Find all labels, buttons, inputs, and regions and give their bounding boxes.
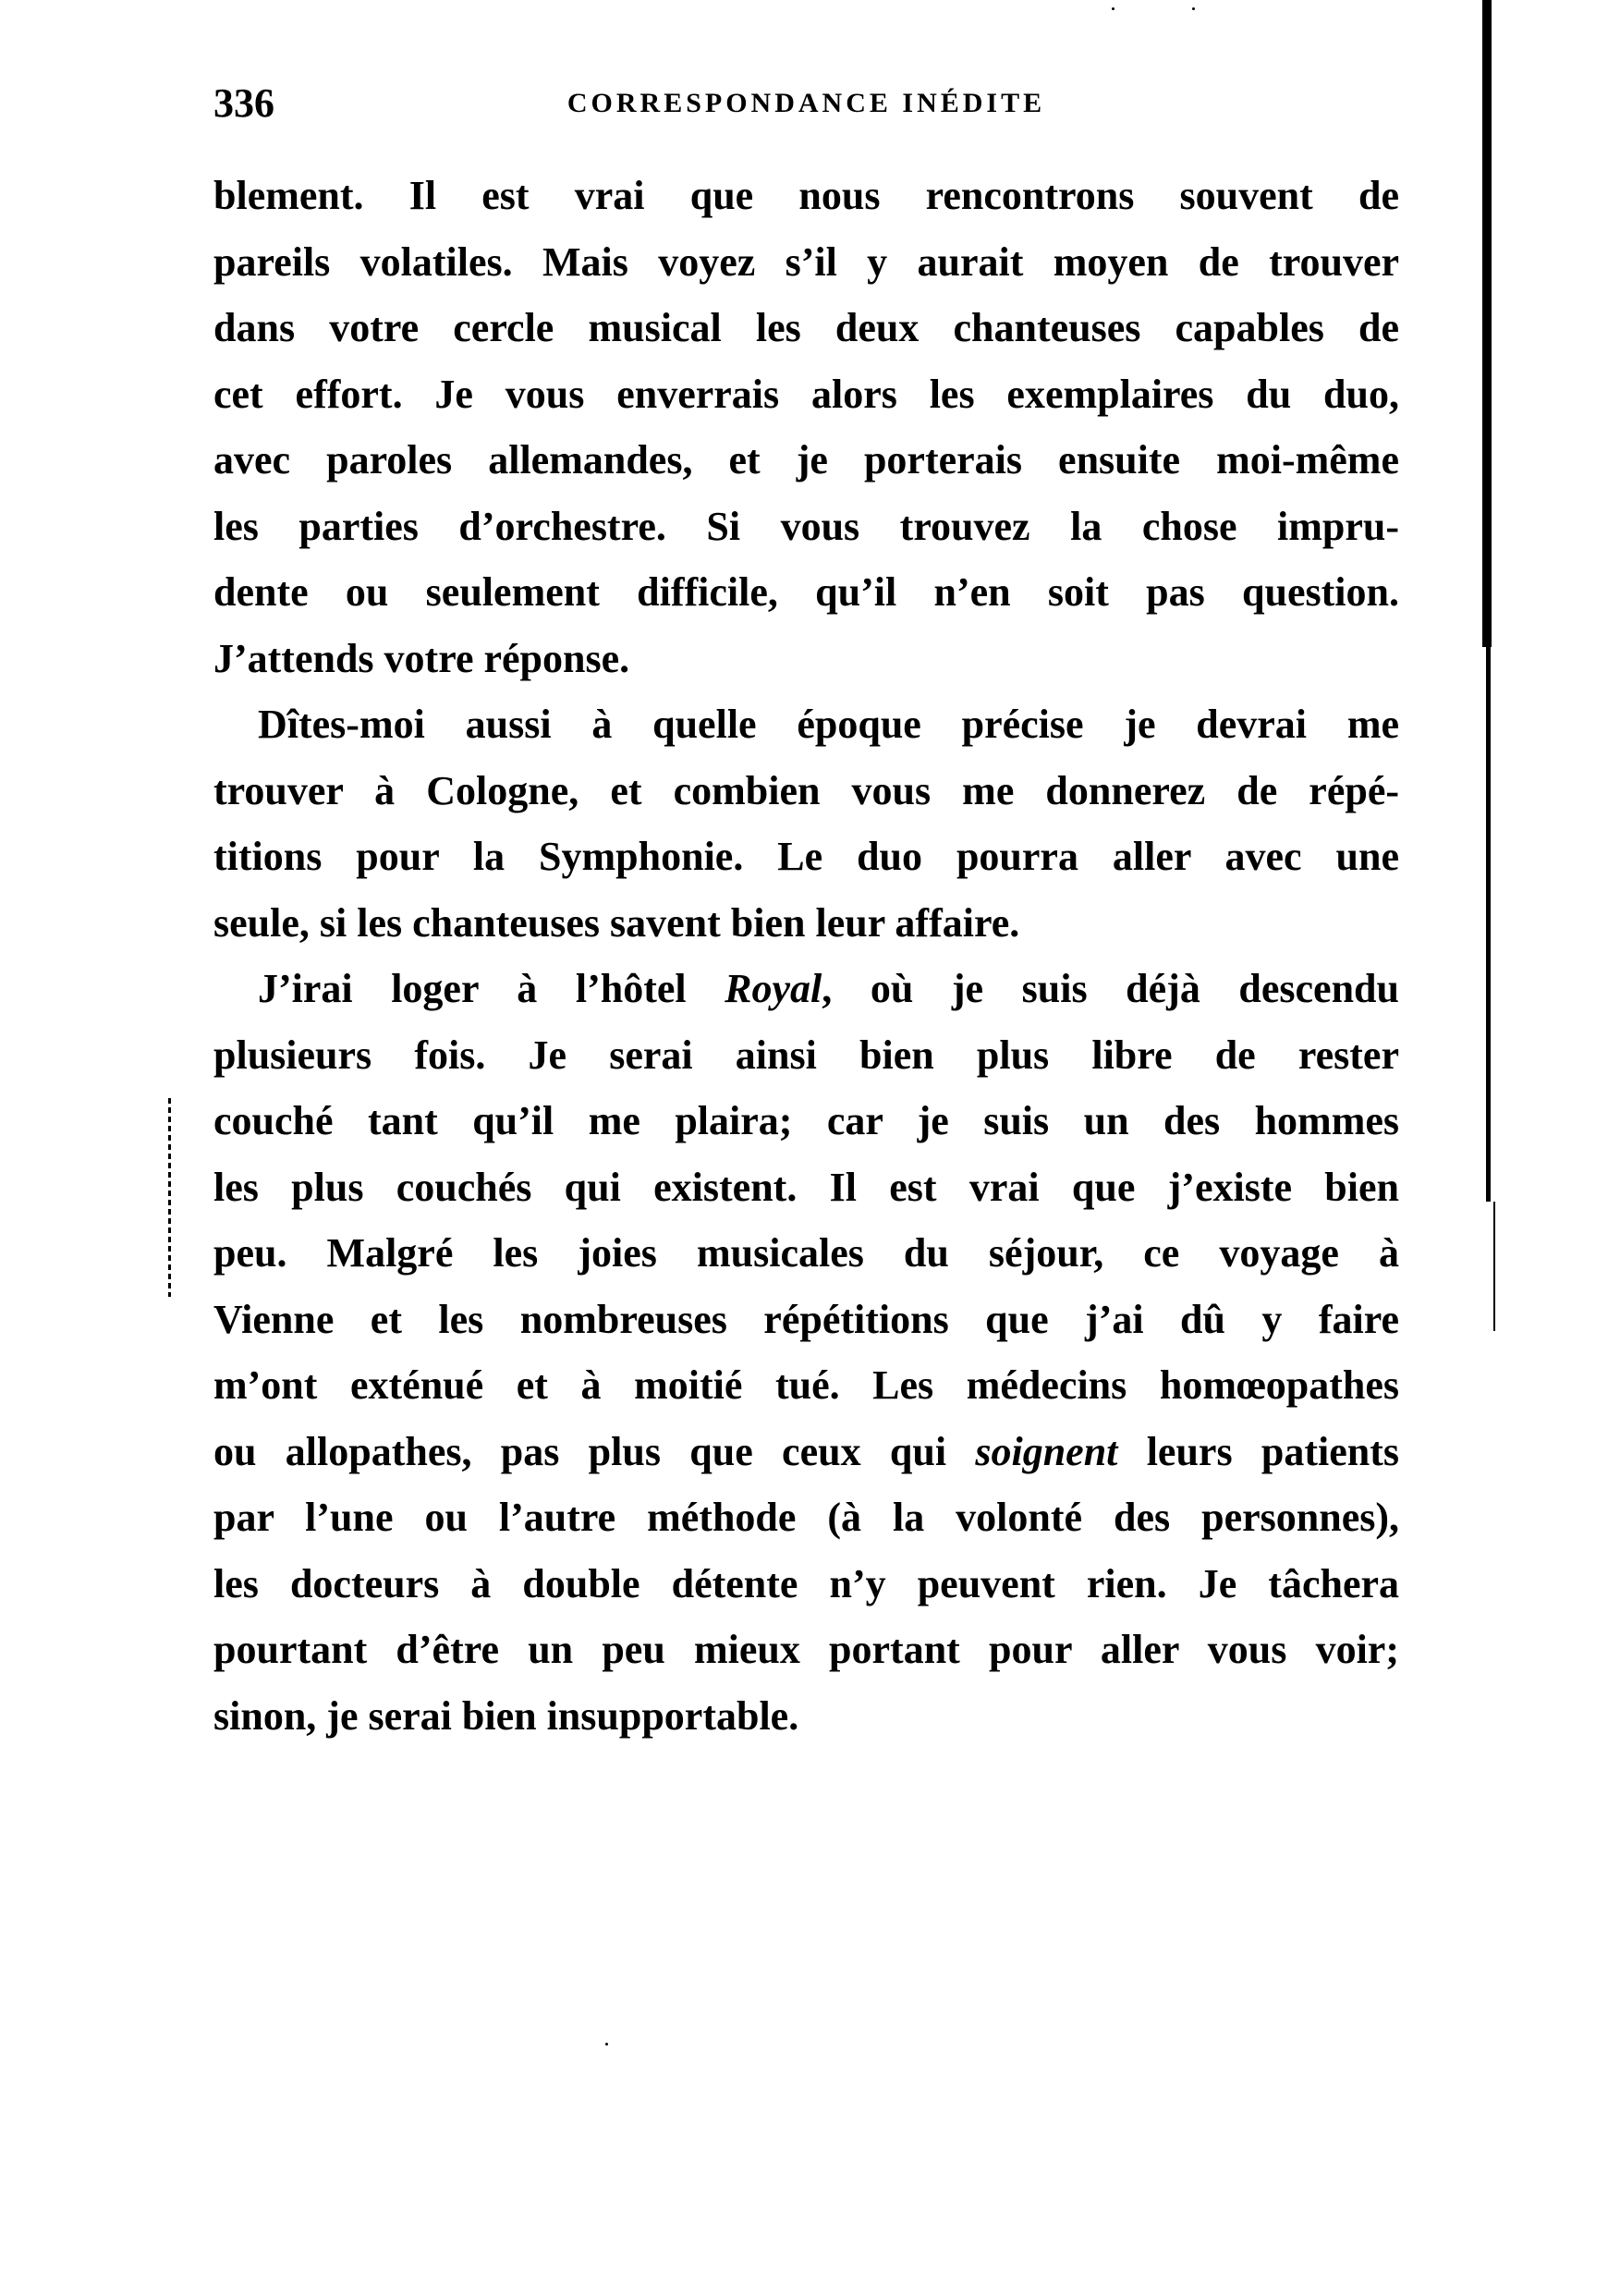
letter-body <box>213 163 1399 1749</box>
text-line <box>213 1352 1399 1419</box>
text-segment: trouver à Cologne, et combien vous me donnerez de répé- <box>213 767 1399 813</box>
text-segment: plusieurs fois. Je serai ainsi bien plus libre de rester <box>213 1032 1399 1078</box>
text-line <box>213 295 1399 361</box>
text-segment: par l’une ou l’autre méthode (à la volonté des personnes), <box>213 1495 1399 1540</box>
text-segment: ou allopathes, pas plus que ceux qui <box>213 1428 976 1474</box>
text-segment: titions pour la Symphonie. Le duo pourra aller avec une <box>213 834 1399 879</box>
text-segment: pareils volatiles. Mais voyez s’il y aurait moyen de trouver <box>213 238 1399 285</box>
text-line <box>213 1154 1399 1221</box>
text-segment: J’irai loger à l’hôtel <box>258 966 725 1011</box>
scan-speck <box>1112 7 1115 10</box>
margin-pencil-mark <box>168 1098 171 1297</box>
text-line <box>213 890 1399 957</box>
text-line <box>213 956 1399 1022</box>
text-line <box>213 1484 1399 1551</box>
scan-speck <box>605 2043 608 2046</box>
text-line <box>213 163 1399 229</box>
text-segment: peu. Malgré les joies musicales du séjour, ce voyage à <box>213 1230 1399 1276</box>
text-segment: J’attends votre réponse. <box>213 635 630 681</box>
text-segment: les plus couchés qui existent. Il est vrai que j’existe bien <box>213 1164 1399 1210</box>
scan-speck <box>1192 7 1195 10</box>
page-binding-edge <box>1486 647 1491 1202</box>
text-line <box>213 1022 1399 1089</box>
text-line <box>213 1617 1399 1683</box>
text-segment: avec paroles allemandes, et je porterais ensuite moi-même <box>213 437 1399 482</box>
text-line <box>213 1683 1399 1750</box>
italic-text: soignent <box>975 1428 1118 1474</box>
text-segment: seule, si les chanteuses savent bien leur affaire. <box>213 899 1020 946</box>
text-segment: dans votre cercle musical les deux chanteuses capables de <box>213 305 1399 350</box>
text-segment: , où je suis déjà descendu <box>822 966 1399 1011</box>
text-line <box>213 494 1399 560</box>
text-segment: dente ou seulement difficile, qu’il n’en soit pas question. <box>213 569 1399 615</box>
page-number: 336 <box>213 80 274 126</box>
text-line <box>213 229 1399 296</box>
text-segment: Vienne et les nombreuses répétitions que j’ai dû y faire <box>213 1296 1399 1342</box>
text-line <box>213 1088 1399 1154</box>
text-line <box>213 691 1399 758</box>
text-line <box>213 758 1399 824</box>
text-segment: Dîtes-moi aussi à quelle époque précise je devrai me <box>258 702 1399 747</box>
text-line <box>213 1419 1399 1485</box>
page-header <box>213 78 1399 129</box>
text-line <box>213 559 1399 626</box>
text-segment: m’ont exténué et à moitié tué. Les médecins homœopathes <box>213 1362 1399 1408</box>
text-segment: sinon, je serai bien insupportable. <box>213 1692 799 1739</box>
text-segment: leurs patients <box>1117 1428 1399 1474</box>
text-line <box>213 1220 1399 1287</box>
text-line <box>213 1551 1399 1618</box>
italic-text: Royal <box>725 966 822 1011</box>
text-segment: pourtant d’être un peu mieux portant pour aller vous voir; <box>213 1627 1399 1672</box>
page-binding-edge <box>1482 0 1492 647</box>
text-line <box>213 626 1399 692</box>
text-line <box>213 427 1399 494</box>
text-line <box>213 1287 1399 1353</box>
page-binding-edge <box>1493 1202 1495 1331</box>
text-line <box>213 824 1399 890</box>
text-segment: les parties d’orchestre. Si vous trouvez la chose impru- <box>213 503 1399 549</box>
text-segment: cet effort. Je vous enverrais alors les exemplaires du duo, <box>213 371 1399 417</box>
text-segment: les docteurs à double détente n’y peuvent rien. Je tâchera <box>213 1560 1399 1606</box>
text-segment: couché tant qu’il me plaira; car je suis un des hommes <box>213 1098 1399 1143</box>
text-segment: blement. Il est vrai que nous rencontrons souvent de <box>213 173 1399 218</box>
running-title: CORRESPONDANCE INÉDITE <box>566 88 1046 118</box>
text-line <box>213 361 1399 428</box>
